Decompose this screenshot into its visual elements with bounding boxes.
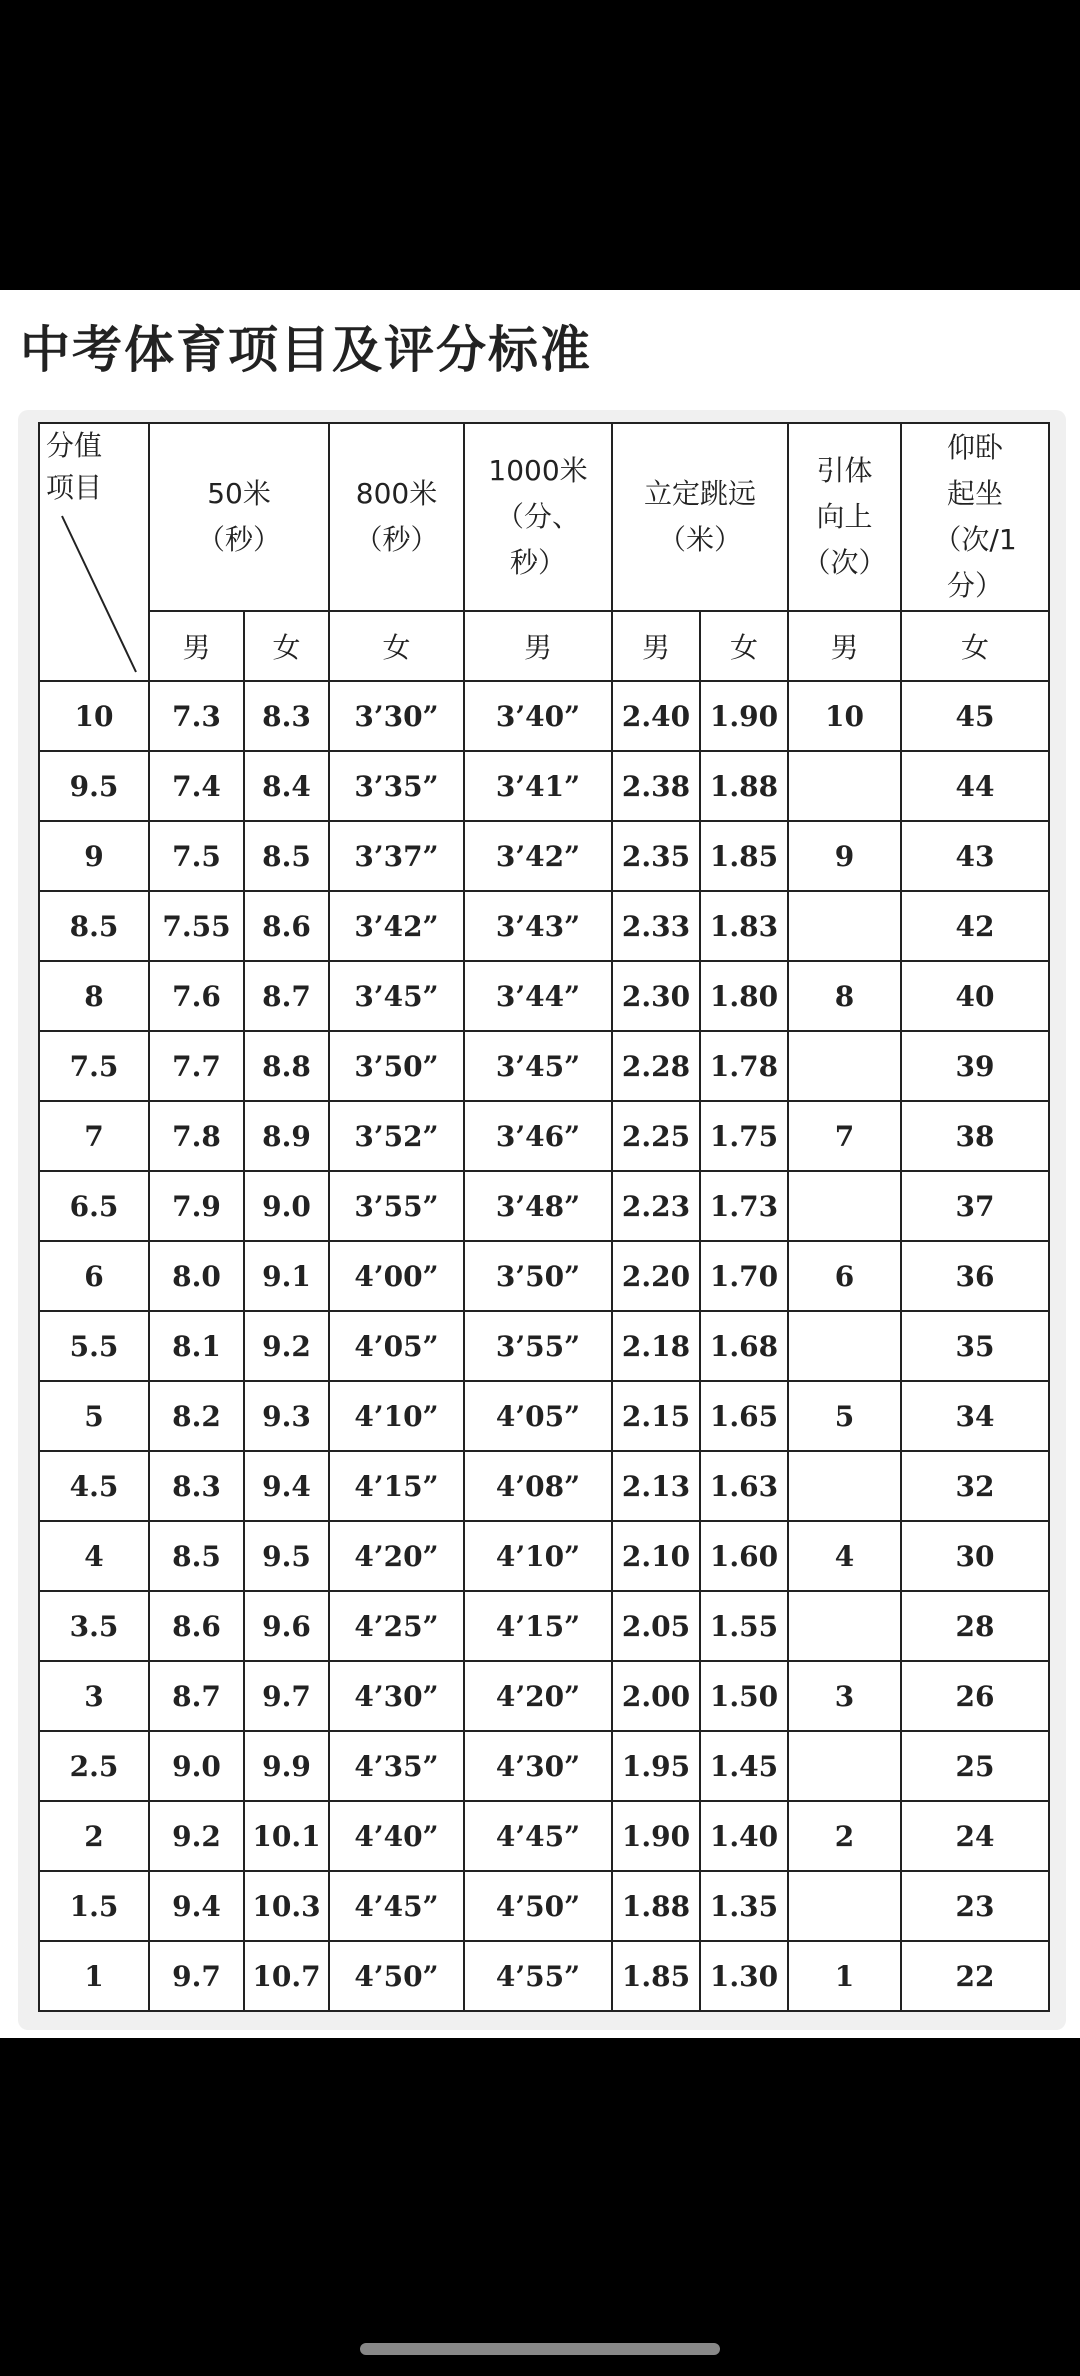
table-cell: 2.15: [612, 1381, 700, 1451]
table-cell: 8.7: [149, 1661, 244, 1731]
table-cell: 4’08”: [464, 1451, 612, 1521]
table-cell: 9.9: [244, 1731, 329, 1801]
table-cell: 2.40: [612, 681, 700, 751]
table-cell: 8.6: [244, 891, 329, 961]
table-row: [39, 891, 1049, 961]
table-cell: 22: [901, 1941, 1049, 2011]
table-cell: 1.75: [700, 1101, 788, 1171]
score-cell: 1: [39, 1941, 149, 2011]
header-pullup: 引体 向上 （次）: [788, 423, 901, 611]
table-cell: 1.63: [700, 1451, 788, 1521]
header-standing-jump: 立定跳远 （米）: [612, 423, 788, 611]
table-cell: 1.80: [700, 961, 788, 1031]
table-row: [39, 1101, 1049, 1171]
table-cell: 35: [901, 1311, 1049, 1381]
table-cell: 4’10”: [329, 1381, 464, 1451]
table-cell: 26: [901, 1661, 1049, 1731]
table-cell: 9.5: [244, 1521, 329, 1591]
gender-cell: 男: [788, 611, 901, 681]
score-cell: 8.5: [39, 891, 149, 961]
header-50m: 50米 （秒）: [149, 423, 329, 611]
table-cell: 1.60: [700, 1521, 788, 1591]
table-cell: 4’55”: [464, 1941, 612, 2011]
table-cell: 4’20”: [329, 1521, 464, 1591]
gender-cell: 男: [149, 611, 244, 681]
table-cell: 4’05”: [464, 1381, 612, 1451]
table-cell: 7.7: [149, 1031, 244, 1101]
table-cell: 9.4: [244, 1451, 329, 1521]
table-cell: 2.18: [612, 1311, 700, 1381]
table-row: [39, 1031, 1049, 1101]
table-cell: 2.05: [612, 1591, 700, 1661]
table-row: [39, 1381, 1049, 1451]
score-cell: 7: [39, 1101, 149, 1171]
score-table: [38, 422, 1050, 2012]
table-cell: 3’44”: [464, 961, 612, 1031]
table-cell: 3’50”: [329, 1031, 464, 1101]
table-cell: 8.7: [244, 961, 329, 1031]
table-cell: 9.0: [244, 1171, 329, 1241]
table-row: [39, 821, 1049, 891]
table-cell: 43: [901, 821, 1049, 891]
table-header: [39, 423, 1049, 681]
page-title: 中考体育项目及评分标准: [20, 321, 592, 379]
gender-cell: 男: [612, 611, 700, 681]
table-cell: 4’30”: [329, 1661, 464, 1731]
table-cell: 4’05”: [329, 1311, 464, 1381]
table-cell: 38: [901, 1101, 1049, 1171]
table-cell: 39: [901, 1031, 1049, 1101]
table-card: [18, 410, 1066, 2030]
table-cell: 10: [788, 681, 901, 751]
score-cell: 4: [39, 1521, 149, 1591]
table-cell: 1.88: [612, 1871, 700, 1941]
table-cell: 3’50”: [464, 1241, 612, 1311]
table-cell: 1.45: [700, 1731, 788, 1801]
table-cell: 7: [788, 1101, 901, 1171]
table-cell: 3’48”: [464, 1171, 612, 1241]
table-cell: 1.85: [612, 1941, 700, 2011]
table-cell: [788, 1871, 901, 1941]
table-cell: 8.6: [149, 1591, 244, 1661]
table-cell: 34: [901, 1381, 1049, 1451]
table-cell: 8.9: [244, 1101, 329, 1171]
table-cell: 7.55: [149, 891, 244, 961]
table-cell: 9.7: [149, 1941, 244, 2011]
score-cell: 5.5: [39, 1311, 149, 1381]
score-cell: 6: [39, 1241, 149, 1311]
table-cell: 1.30: [700, 1941, 788, 2011]
table-cell: 4’40”: [329, 1801, 464, 1871]
score-cell: 2: [39, 1801, 149, 1871]
table-cell: 1.73: [700, 1171, 788, 1241]
table-cell: 1: [788, 1941, 901, 2011]
table-row: [39, 1451, 1049, 1521]
table-cell: 3’45”: [329, 961, 464, 1031]
table-cell: 9.2: [149, 1801, 244, 1871]
table-cell: 3’52”: [329, 1101, 464, 1171]
table-cell: 4’15”: [329, 1451, 464, 1521]
header-800m: 800米 （秒）: [329, 423, 464, 611]
table-cell: 3’55”: [464, 1311, 612, 1381]
table-cell: 7.9: [149, 1171, 244, 1241]
score-cell: 3.5: [39, 1591, 149, 1661]
table-cell: 4’50”: [329, 1941, 464, 2011]
table-cell: 1.95: [612, 1731, 700, 1801]
table-cell: 4’35”: [329, 1731, 464, 1801]
table-cell: 8.3: [149, 1451, 244, 1521]
score-cell: 1.5: [39, 1871, 149, 1941]
table-cell: 4’45”: [329, 1871, 464, 1941]
table-cell: 25: [901, 1731, 1049, 1801]
table-cell: 1.85: [700, 821, 788, 891]
table-cell: 3’41”: [464, 751, 612, 821]
table-cell: 2.13: [612, 1451, 700, 1521]
table-row: [39, 1941, 1049, 2011]
table-cell: 3’45”: [464, 1031, 612, 1101]
table-cell: 45: [901, 681, 1049, 751]
table-cell: 2.25: [612, 1101, 700, 1171]
table-cell: 4’20”: [464, 1661, 612, 1731]
table-cell: 2.33: [612, 891, 700, 961]
table-cell: 3’42”: [464, 821, 612, 891]
table-cell: 36: [901, 1241, 1049, 1311]
table-cell: 32: [901, 1451, 1049, 1521]
table-cell: 4’45”: [464, 1801, 612, 1871]
table-cell: 44: [901, 751, 1049, 821]
header-situp: 仰卧 起坐 （次/1 分）: [901, 423, 1049, 611]
table-cell: [788, 1311, 901, 1381]
table-row: [39, 1661, 1049, 1731]
table-row: [39, 1871, 1049, 1941]
table-cell: 1.65: [700, 1381, 788, 1451]
table-row: [39, 681, 1049, 751]
table-cell: 9.2: [244, 1311, 329, 1381]
table-cell: 37: [901, 1171, 1049, 1241]
table-cell: 3’30”: [329, 681, 464, 751]
table-cell: 4’10”: [464, 1521, 612, 1591]
table-row: [39, 751, 1049, 821]
table-cell: 8.4: [244, 751, 329, 821]
table-cell: 9.7: [244, 1661, 329, 1731]
score-cell: 10: [39, 681, 149, 751]
table-cell: 2.38: [612, 751, 700, 821]
table-row: [39, 1521, 1049, 1591]
table-cell: 1.88: [700, 751, 788, 821]
table-row: [39, 1731, 1049, 1801]
table-row: [39, 1801, 1049, 1871]
table-cell: 10.3: [244, 1871, 329, 1941]
table-row: [39, 1591, 1049, 1661]
table-cell: 9: [788, 821, 901, 891]
table-cell: 2.30: [612, 961, 700, 1031]
table-cell: 4’00”: [329, 1241, 464, 1311]
score-cell: 7.5: [39, 1031, 149, 1101]
table-cell: [788, 1731, 901, 1801]
table-row: [39, 1171, 1049, 1241]
table-cell: [788, 751, 901, 821]
table-cell: 8.5: [149, 1521, 244, 1591]
table-cell: 3’46”: [464, 1101, 612, 1171]
score-cell: 8: [39, 961, 149, 1031]
table-cell: 2.35: [612, 821, 700, 891]
table-cell: 8: [788, 961, 901, 1031]
score-cell: 9.5: [39, 751, 149, 821]
table-cell: 1.35: [700, 1871, 788, 1941]
table-cell: 1.70: [700, 1241, 788, 1311]
gender-cell: 女: [700, 611, 788, 681]
table-cell: 1.90: [700, 681, 788, 751]
table-cell: 2.00: [612, 1661, 700, 1731]
content-area: [0, 290, 1080, 2038]
table-cell: 8.5: [244, 821, 329, 891]
table-cell: [788, 1171, 901, 1241]
table-cell: 8.0: [149, 1241, 244, 1311]
table-cell: 3’42”: [329, 891, 464, 961]
table-row: [39, 1311, 1049, 1381]
home-indicator[interactable]: [360, 2343, 720, 2355]
table-cell: 3: [788, 1661, 901, 1731]
corner-cell: [39, 423, 149, 681]
gender-cell: 女: [901, 611, 1049, 681]
table-cell: 1.40: [700, 1801, 788, 1871]
table-cell: 28: [901, 1591, 1049, 1661]
table-cell: 30: [901, 1521, 1049, 1591]
table-cell: 8.3: [244, 681, 329, 751]
table-cell: 4’15”: [464, 1591, 612, 1661]
table-cell: 7.4: [149, 751, 244, 821]
corner-label-score: 分值: [46, 429, 103, 462]
table-cell: 1.78: [700, 1031, 788, 1101]
table-cell: 24: [901, 1801, 1049, 1871]
table-cell: 2.23: [612, 1171, 700, 1241]
corner-label-item: 项目: [46, 471, 103, 504]
table-cell: 2.28: [612, 1031, 700, 1101]
table-cell: 9.6: [244, 1591, 329, 1661]
table-cell: [788, 1451, 901, 1521]
table-cell: 4: [788, 1521, 901, 1591]
table-cell: 1.90: [612, 1801, 700, 1871]
score-cell: 4.5: [39, 1451, 149, 1521]
table-cell: 5: [788, 1381, 901, 1451]
table-cell: 42: [901, 891, 1049, 961]
table-cell: 8.2: [149, 1381, 244, 1451]
table-cell: 4’50”: [464, 1871, 612, 1941]
table-cell: 9.3: [244, 1381, 329, 1451]
table-cell: [788, 1031, 901, 1101]
table-cell: 3’35”: [329, 751, 464, 821]
table-cell: 1.50: [700, 1661, 788, 1731]
score-cell: 6.5: [39, 1171, 149, 1241]
table-cell: 3’55”: [329, 1171, 464, 1241]
table-cell: 1.83: [700, 891, 788, 961]
gender-cell: 男: [464, 611, 612, 681]
table-body: [39, 681, 1049, 2011]
table-cell: 2.20: [612, 1241, 700, 1311]
table-cell: 4’25”: [329, 1591, 464, 1661]
table-cell: 7.5: [149, 821, 244, 891]
table-cell: 2: [788, 1801, 901, 1871]
table-cell: 10.7: [244, 1941, 329, 2011]
score-cell: 9: [39, 821, 149, 891]
table-cell: 7.3: [149, 681, 244, 751]
gender-cell: 女: [329, 611, 464, 681]
score-cell: 3: [39, 1661, 149, 1731]
table-cell: 1.55: [700, 1591, 788, 1661]
table-cell: 3’40”: [464, 681, 612, 751]
table-cell: 9.4: [149, 1871, 244, 1941]
table-cell: 8.1: [149, 1311, 244, 1381]
table-cell: 6: [788, 1241, 901, 1311]
table-cell: 10.1: [244, 1801, 329, 1871]
table-cell: 1.68: [700, 1311, 788, 1381]
table-cell: 23: [901, 1871, 1049, 1941]
table-cell: 4’30”: [464, 1731, 612, 1801]
table-cell: 8.8: [244, 1031, 329, 1101]
table-cell: 9.0: [149, 1731, 244, 1801]
header-1000m: 1000米 （分、 秒）: [464, 423, 612, 611]
table-cell: 7.6: [149, 961, 244, 1031]
table-cell: 7.8: [149, 1101, 244, 1171]
table-cell: 40: [901, 961, 1049, 1031]
score-cell: 2.5: [39, 1731, 149, 1801]
table-row: [39, 1241, 1049, 1311]
table-cell: 3’43”: [464, 891, 612, 961]
gender-cell: 女: [244, 611, 329, 681]
table-row: [39, 961, 1049, 1031]
table-cell: [788, 891, 901, 961]
score-cell: 5: [39, 1381, 149, 1451]
table-cell: 9.1: [244, 1241, 329, 1311]
table-cell: [788, 1591, 901, 1661]
table-cell: 3’37”: [329, 821, 464, 891]
table-cell: 2.10: [612, 1521, 700, 1591]
